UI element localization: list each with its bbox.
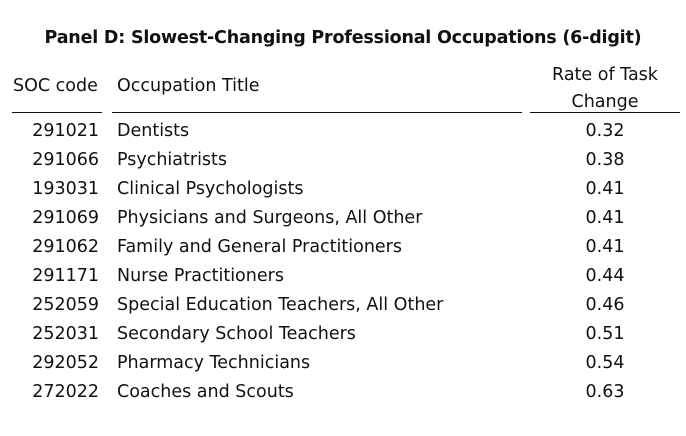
occupation-title-cell: Clinical Psychologists [117,179,304,199]
soc-code-cell: 291066 [32,150,99,170]
column-header-rate-line-1: Rate of Task [552,65,658,85]
occupation-title-cell: Family and General Practitioners [117,237,402,257]
panel-title: Panel D: Slowest-Changing Professional Occupations (6-digit) [44,28,642,48]
rate-cell: 0.51 [585,324,625,344]
table-row [0,262,686,291]
rate-cell: 0.41 [585,237,625,257]
soc-code-cell: 292052 [32,353,99,373]
table-row [0,146,686,175]
rate-cell: 0.44 [585,266,625,286]
occupation-title-cell: Coaches and Scouts [117,382,294,402]
column-header-soc-code: SOC code [13,76,98,96]
table-row [0,320,686,349]
table-body [0,117,686,407]
occupation-title-cell: Nurse Practitioners [117,266,284,286]
column-header-occupation-title: Occupation Title [117,76,260,96]
soc-code-cell: 291171 [32,266,99,286]
table-row [0,175,686,204]
occupation-title-cell: Dentists [117,121,190,141]
soc-code-cell: 193031 [32,179,99,199]
table-row [0,291,686,320]
rate-cell: 0.54 [585,353,625,373]
soc-code-cell: 291021 [32,121,99,141]
header-rule-title [112,112,522,113]
column-header-rate-line-2: Change [571,92,639,112]
header-rule-rate [530,112,680,113]
table-row [0,233,686,262]
header-rule-soc [12,112,102,113]
occupation-title-cell: Special Education Teachers, All Other [117,295,444,315]
soc-code-cell: 252059 [32,295,99,315]
soc-code-cell: 252031 [32,324,99,344]
soc-code-cell: 291062 [32,237,99,257]
table-row [0,117,686,146]
occupation-title-cell: Psychiatrists [117,150,228,170]
table-row [0,204,686,233]
rate-cell: 0.32 [585,121,625,141]
table-row [0,349,686,378]
rate-cell: 0.46 [585,295,625,315]
soc-code-cell: 291069 [32,208,99,228]
occupation-title-cell: Secondary School Teachers [117,324,356,344]
soc-code-cell: 272022 [32,382,99,402]
rate-cell: 0.41 [585,208,625,228]
rate-cell: 0.63 [585,382,625,402]
rate-cell: 0.41 [585,179,625,199]
column-header-rate-of-task-change [530,62,680,116]
table-row [0,378,686,407]
rate-cell: 0.38 [585,150,625,170]
occupation-title-cell: Physicians and Surgeons, All Other [117,208,423,228]
occupation-title-cell: Pharmacy Technicians [117,353,311,373]
